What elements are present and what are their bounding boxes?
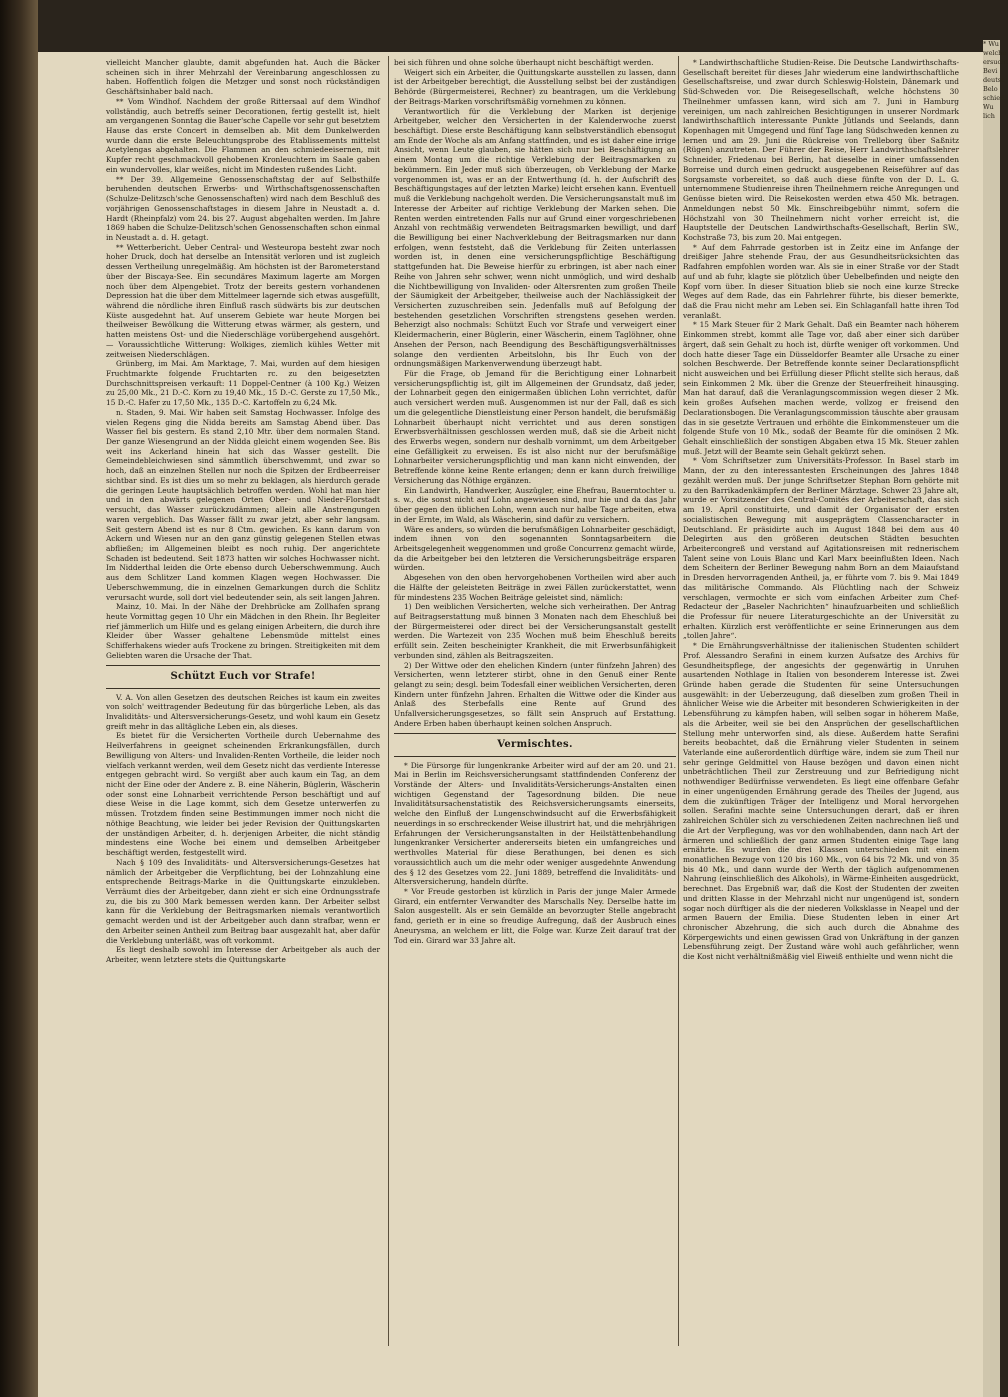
article-vor-freude: * Vor Freude gestorben ist kürzlich in Paris der junge Maler Armede Girard, ein entfernter Verwandter des Marschalls Ney. Derselbe hatte im Salon ausgestellt. Als er sein Gemälde an bevorzugter Stelle angebracht fand, gerieth er in eine so freudige Aufregung, daß der Ausbruch eines Aneurysma, an welchem er litt, die Folge war. Kurze Zeit darauf trat der Tod ein. Girard war 33 Jahre alt.: [394, 886, 676, 945]
article-schriftsetzer: * Vom Schriftsetzer zum Universitäts-Professor. In Basel starb im Mann, der zu den interessantesten Erscheinungen des Jahres 1848 gezählt werden muß. Der junge Schriftsetzer Stephan Born gehörte mit zu den Barrikadenkämpfern der Berliner Märztage. Schwer 23 Jahre alt, wurde er Vorsitzender des Central-Comités der Arbeiterschaft, das sich am 19. April constituirte, und damit der Organisator der ersten socialistischen Bewegung mit ausgeprägtem Classencharacter in Deutschland. Er präsidirte auch im August 1848 bei dem aus 40 Delegirten aus den größeren deutschen Städten besuchten Arbeitercongreß und verstand auf Agitationsreisen mit rednerischem Talent seine von Louis Blanc und Karl Marx beeinflußten Ideen. Nach dem Scheitern der Berliner Bewegung nahm Born an dem Maiaufstand in Dresden hervorragenden Antheil, ja, er führte vom 7. bis 9. Mai 1849 das militärische Commando. Als Flüchtling nach der Schweiz verschlagen, vermochte er sich vom einfachen Arbeiter zum Chef-Redacteur der „Baseler Nachrichten“ hinaufzuarbeiten und schließlich die Professur für neuere Literaturgeschichte an der Universität zu erhalten. Kürzlich erst veröffentlichte er seine Erinnerungen aus dem „tollen Jahre“.: [683, 456, 959, 641]
article-text: bei sich führen und ohne solche überhaupt nicht beschäftigt werden.: [394, 58, 654, 67]
article-strafe-paragraph: Nach § 109 des Invaliditäts- und Altersversicherungs-Gesetzes hat nämlich der Arbeitgeber die Verpflichtung, bei der Lohnzahlung eine entsprechende Beitrags-Marke in die Quittungskarte einzukleben. Verräumt dies der Arbeitgeber, dann zieht er sich eine Ordnungsstrafe zu, die bis zu 300 Mark bemessen werden kann. Der Arbeiter selbst kann für die Verklebung der Beitragsmarken niemals verantwortlich gemacht werden und ist der Arbeitgeber auch dann strafbar, wenn er den Arbeiter seinen Antheil zum Beitrag baar ausgezahlt hat, aber dafür die Verklebung unterläßt, was oft vorkommt.: [106, 857, 380, 945]
column-rule-right: [678, 56, 679, 1346]
article-windhof: ** Vom Windhof. Nachdem der große Rittersaal auf dem Windhof vollständig, auch betreffs seiner Decorationen, fertig gestellt ist, hielt am vergangenen Sonntag die Bauer'sche Capelle vor sehr gut besetztem Hause das erste Concert in demselben ab. Mit dem Dunkelwerden wurde dann die erste Beleuchtungsprobe des Etablissements mittelst Acetylengas abgehalten. Die Flammen an den schmiedeeisernen, mit Kupfer recht geschmackvoll gehobenen Kronleuchtern im Saale gaben ein wundervolles, klar weißes, nicht im Mindesten rußendes Licht.: [106, 96, 380, 174]
column-3: [683, 58, 959, 1348]
article-text: Verantwortlich für die Verklebung der Marken ist derjenige Arbeitgeber, welcher den Versicherten in der Kalenderwoche zuerst beschäftigt. Diese erste Beschäftigung kann selbstverständlich ebensogut am Ende der Woche als am Anfang stattfinden, und es ist daher eine irrige Ansicht, wenn Leute glauben, sie hätten sich nur bei Beschäftigung an einem Montag um die richtige Verklebung der Beitragsmarken zu bekümmern. Ein Jeder muß sich überzeugen, ob Verklebung der Marke vorgenommen ist, was er an der Entwerthung (d. h. der Aufschrift des Beschäftigungstages auf der letzten Marke) leicht ersehen kann. Eventuell muß die Verklebung nachgeholt werden. Die Versicherungsanstalt muß im Interesse der Arbeiter auf richtige Verklebung der Marken sehen. Die Renten werden eintretenden Falls nur auf Grund einer vorgeschriebenen Anzahl von rechtmäßig verwendeten Beitragsmarken bewilligt, und darf die Bewilligung bei einer Nachverklebung der Beitragsmarken nur dann erfolgen, wenn feststeht, daß die Verklebung für Zeiten unterlassen worden ist, in denen eine versicherungspflichtige Beschäftigung stattgefunden hat. Die Beweise hierfür zu erbringen, ist aber nach einer Reihe von Jahren sehr schwer, wenn nicht unmöglich, und wird deshalb die Nichtbewilligung von Invaliden- oder Altersrenten zum großen Theile der Säumigkeit der Arbeitgeber, theilweise auch der Nachlässigkeit der Versicherten zuzuschreiben sein. Jedenfalls muß auf Befolgung der bestehenden gesetzlichen Vorschriften strengstens gesehen werden. Beherzigt also nochmals: Schützt Euch vor Strafe und verweigert einer Kleidermacherin, einer Büglerin, einer Wäscherin, einem Taglöhner, ohne Ansehen der Person, nach Beendigung des Beschäftigungsverhältnisses solange den verdienten Arbeitslohn, bis Ihr Euch von der ordnungsmäßigen Markenverwendung überzeugt habt.: [394, 106, 676, 369]
book-gutter-shadow: [0, 0, 38, 1397]
article-text: Wäre es anders, so würden die berufsmäßigen Lohnarbeiter geschädigt, indem ihnen von den sogenannten Sonntagsarbeitern die Arbeitsgelegenheit weggenommen und große Concurrenz gemacht würde, da die Arbeitgeber bei den letzteren die Versicherungsbeiträge ersparen würden.: [394, 524, 676, 573]
article-text: Für die Frage, ob Jemand für die Berichtigung einer Lohnarbeit versicherungspflichtig ist, gilt im Allgemeinen der Grundsatz, daß jeder, der Lohnarbeit gegen den einigermaßen üblichen Lohn verrichtet, dafür auch versichert werden muß. Ausgenommen ist nur der Fall, daß es sich um die gelegentliche Dienstleistung einer Person handelt, die berufsmäßig Lohnarbeit überhaupt nicht verrichtet und aus deren sonstigen Erwerbsverhältnissen geschlossen werden muß, daß sie die Arbeit nicht des Erwerbs wegen, sondern nur deshalb vornimmt, um dem Arbeitgeber eine Gefälligkeit zu erweisen. Es ist also nicht nur der berufsmäßige Lohnarbeiter versicherungspflichtig und man kann nicht einwenden, der Betreffende könne keine Rente erlangen; denn er kann durch freiwillige Versicherung das Nöthige ergänzen.: [394, 369, 676, 485]
article-genossenschaftstag: ** Der 39. Allgemeine Genossenschaftstag der auf Selbsthilfe beruhenden deutschen Erwerbs- und Wirthschaftsgenossenschaften (Schulze-Delitzsch'sche Genossenschaften) wird nach dem Beschluß des vorjährigen Genossenschaftstages in diesem Jahre in Neustadt a. d. Hardt (Rheinpfalz) vom 24. bis 27. August abgehalten werden. Im Jahre 1869 haben die Schulze-Delitzsch'schen Genossenschaften schon einmal in Neustadt a. d. H. getagt.: [106, 174, 380, 242]
article-steuer: * 15 Mark Steuer für 2 Mark Gehalt. Daß ein Beamter nach höherem Einkommen strebt, kommt alle Tage vor, daß aber einer sich darüber ärgert, daß sein Gehalt zu hoch ist, dürfte weniger oft vorkommen. Und doch hatte dieser Tage ein Düsseldorfer Beamter alle Ursache zu einer solchen Beschwerde. Der Betreffende konnte seiner Declarationspflicht nicht ausweichen und bei Erfüllung dieser Pflicht stellte sich heraus, daß sein Einkommen 2 Mk. über die Grenze der Steuerfreiheit hinausging. Man hat darauf, daß die Veranlagungscommission wegen dieser 2 Mk. kein großes Aufsehen machen werde, vollzog er freisend den Declarationsbogen. Die Veranlagungscommission täuschte aber grausam das in sie gesetzte Vertrauen und erhöhte die Einkommensteuer um die folgende Stufe von 10 Mk., sodaß der Beamte für die ominösen 2 Mk. Gehalt einschließlich der sonstigen Abgaben etwa 15 Mk. Steuer zahlen muß. Jetzt will der Beamte sein Gehalt gekürzt sehen.: [683, 320, 959, 456]
article-studienreise: * Landwirthschaftliche Studien-Reise. Die Deutsche Landwirthschafts-Gesellschaft bereitet für dieses Jahr wiederum eine landwirthschaftliche Gesellschaftsreise, und zwar durch Schleswig-Holstein, Dänemark und Süd-Schweden vor. Die Reisegesellschaft, welche höchstens 30 Theilnehmer umfassen kann, wird sich am 7. Juni in Hamburg vereinigen, um nach zahlreichen Besichtigungen in unserer Nordmark landwirthschaftlich interessante Punkte Jütlands und Seelands, dann Kopenhagen mit Umgegend und fünf Tage lang Südschweden kennen zu lernen und am 29. Juni die Rückreise von Trelleborg über Saßnitz (Rügen) anzutreten. Der Führer der Reise, Herr Landwirthschaftslehrer Schneider, Friedenau bei Berlin, hat dieselbe in einer umfassenden Borreise und durch einen gedruckt ausgegebenen Reiseführer auf das Sorgsamste vorbereitet, so daß auch diese fünfte von der D. L. G. unternommene Studienreise ihren Theilnehmern reiche Anregungen und Genüsse bieten wird. Die Reisekosten werden etwa 450 Mk. betragen. Anmeldungen nebst 50 Mk. Einschreibgebühr nimmt, sofern die Höchstzahl von 30 Theilnehmern nicht vorher erreicht ist, die Hauptstelle der Deutschen Landwirthschafts-Gesellschaft, Berlin SW., Kochstraße 73, bis zum 20. Mai entgegen.: [683, 58, 959, 242]
article-text: 1) Den weiblichen Versicherten, welche sich verheirathen. Der Antrag auf Beitragserstattung muß binnen 3 Monaten nach dem Eheschluß bei der Bürgermeisterei oder direct bei der Versicherungsanstalt gestellt werden. Die Wartezeit von 235 Wochen muß beim Eheschluß bereits erfüllt sein. Zeiten bescheinigter Krankheit, die mit Erwerbsunfähigkeit verbunden sind, zählen als Beitragszeiten.: [394, 602, 676, 660]
fragment-text: deutsc: [983, 76, 1005, 84]
article-lungenkranke: * Die Fürsorge für lungenkranke Arbeiter wird auf der am 20. und 21. Mai in Berlin im Reichsversicherungsamt stattfindenden Conferenz der Vorstände der Alters- und Invaliditäts-Versicherungs-Anstalten einen wichtigen Gegenstand der Tagesordnung bilden. Die neue Invaliditätsursachenstatistik des Reichsversicherungsamts einerseits, welche den Einfluß der Lungenschwindsucht auf die Erwerbsfähigkeit neuerdings in so erschreckender Weise illustrirt hat, und die mehrjährigen Erfahrungen der Versicherungsanstalten in der Heilstättenbehandlung lungenkranker Versicherter andererseits bieten ein umfangreiches und werthvolles Material für diese Berathungen, bei denen es sich voraussichtlich auch um die mehr oder weniger ausgedehnte Anwendung des § 12 des Gesetzes vom 22. Juni 1889, betreffend die Invaliditäts- und Altersversicherung, handeln dürfte.: [394, 760, 676, 887]
section-divider: [394, 733, 676, 734]
fragment-text: lich: [983, 112, 995, 120]
fragment-text: Wu: [983, 103, 994, 111]
article-mainz: Mainz, 10. Mai. In der Nähe der Drehbrücke am Zollhafen sprang heute Vormittag gegen 10 Uhr ein Mädchen in den Rhein. Ihr Begleiter rief jämmerlich um Hilfe und es gelang einigen Arbeitern, die durch ihre Kleider über Wasser gehaltene Lebensmüde mittelst eines Schifferhakens wieder aufs Trockene zu bringen. Streitigkeiten mit dem Geliebten waren die Ursache der That.: [106, 602, 380, 660]
article-gruenberg: Grünberg, im Mai. Am Marktage, 7. Mai, wurden auf dem hiesigen Fruchtmarkte folgende Fruchtarten rc. zu den beigesetzten Durchschnittspreisen verkauft: 11 Doppel-Centner (à 100 Kg.) Weizen zu 25,00 Mk., 21 D.-C. Korn zu 19,40 Mk., 15 D.-C. Gerste zu 17,50 Mk., 15 D.-C. Hafer zu 17,50 Mk., 135 D.-C. Kartoffeln zu 6,24 Mk.: [106, 359, 380, 408]
column-2: [394, 58, 676, 1348]
section-divider: [106, 688, 380, 689]
column-rule-left: [388, 56, 389, 1346]
fragment-text: schiedl: [983, 94, 1007, 102]
article-studenten: * Die Ernährungsverhältnisse der italienischen Studenten schildert Prof. Alessandro Serafini in einem kurzen Aufsatze des Archivs für Gesundheitspflege, der angesichts der gegenwärtig in Unruhen ausartenden Nothlage in Italien von besonderem Interesse ist. Zwei Gründe haben gerade die Studenten für seine Untersuchungen ausgewählt: in der Ueberzeugung, daß dieselben zum großen Theil in ähnlicher Weise wie die Arbeiter mit besonderen Schwierigkeiten in der Lebensführung zu kämpfen haben, will selben sogar in höherem Maße, als die Arbeiter, weil sie bei den Ansprüchen der gesellschaftlichen Stellung mehr unterworfen sind, als diese. Außerdem hatte Serafini bereits beobachtet, daß die Ernährung vieler Studenten in seinem Vaterlande eine außerordentlich dürftige wäre, indem sie zum Theil nur sehr geringe Geldmittel von Hause bezögen und davon einen nicht unbeträchtlichen Theil zur Zerstreuung und zur Befriedigung nicht nothwendiger Bedürfnisse verwendeten. Es liegt eine offenbare Gefahr in einer ungenügenden Ernährung gerade des Theiles der Jugend, aus dem die zukünftigen Träger der Intelligenz und Moral hervorgehen sollen. Serafini machte seine Untersuchungen derart, daß er ihren zahlreichen Schüler sich zu verschiedenen Zeiten nachrechnen ließ und die Art der Verpflegung, was vor den wohlhabenden, dann nach Art der ärmeren und schließlich der ganz armen Studenten einige Tage lang ernährte. Es wurden die drei Klassen unterschieden mit einem monatlichen Bezuge von 120 bis 160 Mk., von 64 bis 72 Mk. und von 35 bis 40 Mk., und dann wurde der Werth der täglich aufgenommenen Nahrung (einschließlich des Alkohols), in Wärme-Einheiten ausgedrückt, berechnet. Das Ergebniß war, daß die Kost der Studenten der zweiten und dritten Klasse in der Mehrzahl nicht nur ungenügend ist, sondern sogar noch dürftiger als die der niederen Volksklasse in Neapel und der armen Bauern der Emilia. Diese Studenten leben in einer Art chronischer Abzehrung, die sich auch durch die Abnahme des Körpergewichts und einen gewissen Grad von Unkräftung in der ganzen Lebensführung zeigt. Der Zustand wäre wohl auch gefährlicher, wenn die Kost nicht verhältnißmäßig viel Eiweiß enthielte und wenn nicht die: [683, 641, 959, 962]
article-strafe-end: Es liegt deshalb sowohl im Interesse der Arbeitgeber als auch der Arbeiter, wenn letztere stets die Quittungskarte: [106, 945, 380, 964]
adjacent-page-edge: [983, 40, 1008, 1397]
article-text: vielleicht Mancher glaubte, damit abgefunden hat. Auch die Bäcker scheinen sich in ihrer Mehrzahl der Vereinbarung angeschlossen zu haben. Hoffentlich folgen die Metzger und sonst noch rückständigen Geschäftsinhaber bald nach.: [106, 58, 380, 97]
fragment-text: Belo: [983, 85, 998, 93]
article-strafe-body: Es bietet für die Versicherten Vortheile durch Uebernahme des Heilverfahrens in geeignet scheinenden Erkrankungsfällen, durch Bewilligung von Alters- und Invaliden-Renten Vortheile, die leider noch vielfach verkannt werden, weil dem Gesetz nicht das verdiente Interesse entgegen gebracht wird. So vergißt aber auch kaum ein Tag, an dem nicht der Eine oder der Andere z. B. eine Näherin, Büglerin, Wäscherin oder sonst eine Lohnarbeit verrichtende Person beschäftigt und auf diese Weise in die Lage kommt, sich dem Gesetze unterwerfen zu müssen. Trotzdem finden seine Bestimmungen immer noch nicht die nöthige Beachtung, wie leider bei jeder Revision der Quittungskarten der unständigen Arbeiter, d. h. derjenigen Arbeiter, die nicht ständig mindestens eine Woche bei einem und demselben Arbeitgeber beschäftigt werden, festgestellt wird.: [106, 731, 380, 858]
fragment-text: ersucht: [983, 58, 1008, 66]
article-staden: n. Staden, 9. Mai. Wir haben seit Samstag Hochwasser. Infolge des vielen Regens ging die Nidda bereits am Samstag Abend über. Das Wasser fiel bis gestern. Es stand 2,10 Mtr. über dem normalen Stand. Der ganze Wiesengrund an der Nidda gleicht einem wogenden See. Bis weit ins Ackerland hinein hat sich das Wasser gestellt. Die Gemeindebleichwiesen sind sämmtlich überschwemmt, und zwar so hoch, daß an einzelnen Stellen nur noch die Spitzen der Erdbeerreiser sichtbar sind. Es ist dies um so mehr zu beklagen, als hierdurch gerade die geringen Leute hauptsächlich betroffen werden. Wohl hat man hier und in den abwärts gelegenen Orten Ober- und Nieder-Florstadt versucht, das Wasser zurückzudämmen; allein alle Anstrengungen waren vergeblich. Das Wasser fällt zu zwar jetzt, aber sehr langsam. Seit gestern Abend ist es nur 8 Ctm. gewichen. Es kann darum von Ackern und Wiesen nur an den ganz günstig gelegenen Stellen etwas abfließen; im Allgemeinen bleibt es noch ruhig. Der angerichtete Schaden ist bedeutend. Seit 1873 hatten wir solches Hochwasser nicht. Im Nidderthal leiden die Orte ebenso durch Ueberschwemmung. Auch aus dem Schlitzer Land kommen Klagen wegen Hochwasser. Die Ueberschwemmung, die in einzelnen Gemarkungen durch die Schlitz verursacht wurde, soll dort viel bedeutender sein, als seit langen Jahren.: [106, 407, 380, 602]
fragment-text: welche: [983, 49, 1007, 57]
fragment-text: Bevi: [983, 67, 998, 75]
article-wetterbericht: ** Wetterbericht. Ueber Central- und Westeuropa besteht zwar noch hoher Druck, doch hat derselbe an Intensität verloren und ist zugleich dessen Vertheilung unregelmäßig. Am höchsten ist der Barometerstand über der Biscaya-See. Ein secundäres Maximum lagerte am Morgen noch über dem Alpengebiet. Trotz der bereits gestern vorhandenen Depression hat die über dem Mittelmeer lagernde sich etwas ausgefüllt, während die nördliche ihren Einfluß rasch südwärts bis zur deutschen Küste ausgedehnt hat. Auf unserem Gebiete war heute Morgen bei theilweiser Bewölkung die Witterung etwas wärmer, als gestern, und hatten meistens Ost- und die Niederschläge vorübergehend ausgehört. — Voraussichtliche Witterung: Wolkiges, ziemlich kühles Wetter mit zeitweisen Niederschlägen.: [106, 242, 380, 359]
section-divider: [106, 665, 380, 666]
article-text: Ein Landwirth, Handwerker, Auszügler, eine Ehefrau, Bauerntochter u. s. w., die sonst nicht auf Lohn angewiesen sind, nur hie und da das Jahr über gegen den üblichen Lohn, wenn auch nur halbe Tage arbeiten, etwa in der Ernte, im Wald, als Wäscherin, sind dafür zu versichern.: [394, 485, 676, 524]
column-1: [106, 58, 380, 1348]
fragment-text: * Wu: [983, 40, 999, 48]
section-heading-strafe: Schützt Euch vor Strafe!: [170, 670, 316, 682]
section-divider: [394, 756, 676, 757]
section-heading-vermischtes: Vermischtes.: [497, 738, 573, 750]
article-text: 2) Der Wittwe oder den ehelichen Kindern (unter fünfzehn Jahren) des Versicherten, wenn letzterer stirbt, ohne in den Genuß einer Rente gelangt zu sein; desgl. beim Todesfall einer weiblichen Versicherten, deren Kindern unter fünfzehn Jahren. Erhalten die Wittwe oder die Kinder aus Anlaß des Sterbefalls eine Rente auf Grund des Unfallversicherungsgesetzes, so fällt sein Anspruch auf Erstattung. Andere Erben haben überhaupt keinen solchen Anspruch.: [394, 660, 677, 728]
article-text: Abgesehen von den oben hervorgehobenen Vortheilen wird aber auch die Hälfte der geleisteten Beiträge in zwei Fällen zurückerstattet, wenn für mindestens 235 Wochen Beiträge geleistet sind, nämlich:: [394, 573, 676, 602]
article-strafe-intro: V. A. Von allen Gesetzen des deutschen Reiches ist kaum ein zweites von solch' weittragender Bedeutung für das bürgerliche Leben, als das Invaliditäts- und Altersversicherungs-Gesetz, und wohl kaum ein Gesetz greift mehr in das alltägliche Leben ein, als dieses.: [106, 692, 380, 731]
article-fahrrade: * Auf dem Fahrrade gestorben ist in Zeitz eine im Anfange der dreißiger Jahre stehende Frau, der aus Gesundheitsrücksichten das Radfahren empfohlen worden war. Als sie in einer Straße vor der Stadt auf und ab fuhr, klagte sie plötzlich über Uebelbefinden und neigte den Kopf vorn über. In dieser Situation blieb sie noch eine kurze Strecke Weges auf dem Rade, das ein Fahrlehrer führte, bis dieser bemerkte, daß die Frau nicht mehr am Leben sei. Ein Schlaganfall hatte ihren Tod veranlaßt.: [683, 242, 959, 320]
article-text: Weigert sich ein Arbeiter, die Quittungskarte ausstellen zu lassen, dann ist der Arbeitgeber berechtigt, die Ausstellung selbst bei der zuständigen Behörde (Bürgermeisterei, Rechner) zu beantragen, um die Verklebung der Beitrags-Marken vorschriftsmäßig vornehmen zu können.: [394, 67, 676, 106]
